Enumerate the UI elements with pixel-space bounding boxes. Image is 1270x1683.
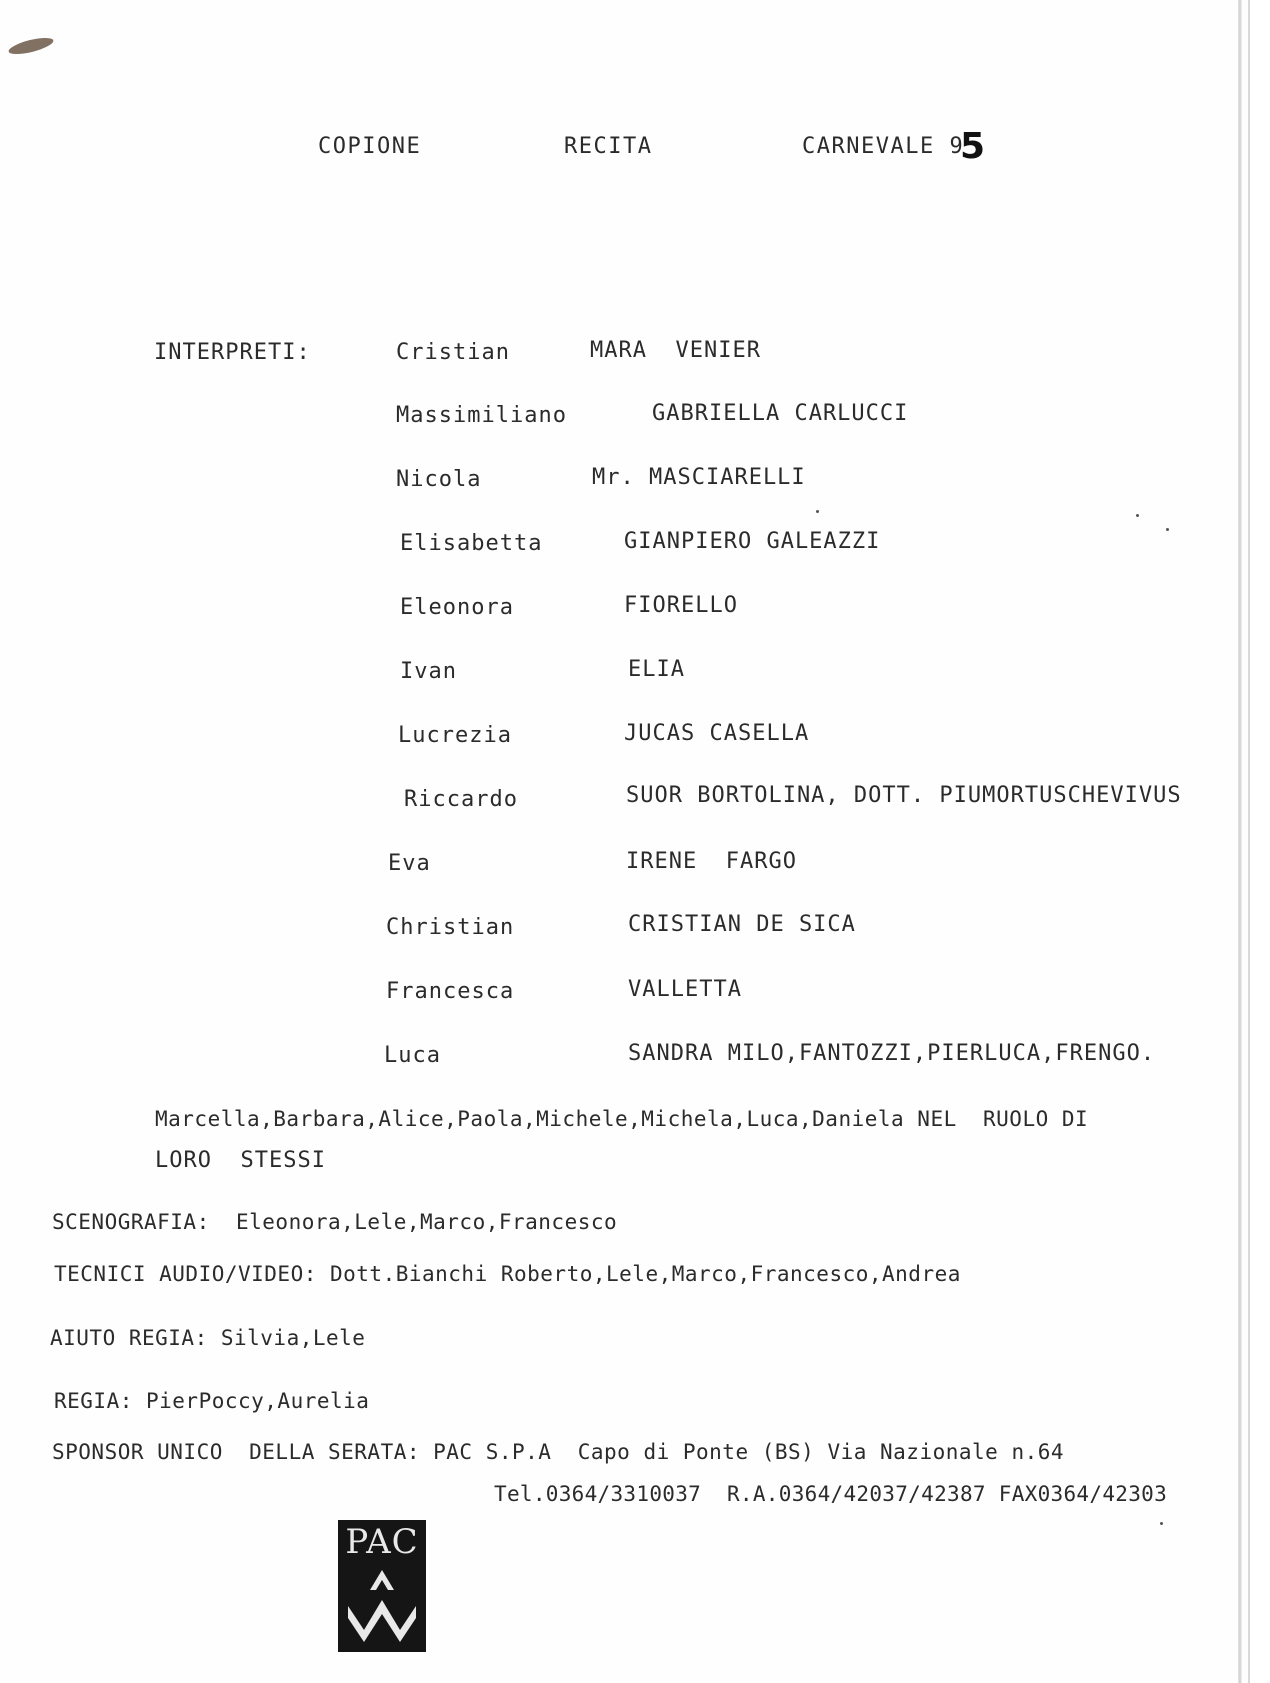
cast-actor: Christian <box>386 915 515 940</box>
ink-dot <box>816 510 819 513</box>
pac-logo-mark-icon <box>342 1566 422 1646</box>
credit-aiuto-regia: AIUTO REGIA: Silvia,Lele <box>50 1326 366 1350</box>
cast-role: Mr. MASCIARELLI <box>592 465 806 490</box>
pac-logo-box <box>338 1520 426 1652</box>
pac-logo <box>338 1520 426 1660</box>
cast-actor: Francesca <box>386 979 515 1004</box>
title-carnevale: CARNEVALE 9 <box>802 134 965 159</box>
cast-actor: Lucrezia <box>398 723 512 748</box>
cast-role: GIANPIERO GALEAZZI <box>624 529 881 554</box>
cast-role: JUCAS CASELLA <box>624 721 810 746</box>
cast-role: IRENE FARGO <box>626 849 797 874</box>
cast-role: SANDRA MILO,FANTOZZI,PIERLUCA,FRENGO. <box>628 1041 1156 1066</box>
interpreti-label: INTERPRETI: <box>154 340 311 365</box>
cast-actor: Elisabetta <box>400 531 543 556</box>
credit-sponsor: SPONSOR UNICO DELLA SERATA: PAC S.P.A Capo di Ponte (BS) Via Nazionale n.64 <box>52 1440 1065 1464</box>
cast-role: ELIA <box>628 657 685 682</box>
cast-actor: Riccardo <box>404 787 518 812</box>
title-copione: COPIONE <box>318 134 422 159</box>
ink-stain <box>7 35 55 58</box>
cast-role: GABRIELLA CARLUCCI <box>652 401 909 426</box>
cast-actor: Ivan <box>400 659 457 684</box>
cast-role: VALLETTA <box>628 977 742 1002</box>
credit-scenografia: SCENOGRAFIA: Eleonora,Lele,Marco,Francesco <box>52 1210 618 1234</box>
title-year-digit: 5 <box>960 126 987 167</box>
others-line-2: LORO STESSI <box>155 1148 326 1173</box>
cast-actor: Nicola <box>396 467 482 492</box>
cast-actor: Cristian <box>396 340 510 365</box>
cast-role: SUOR BORTOLINA, DOTT. PIUMORTUSCHEVIVUS <box>626 783 1182 808</box>
cast-role: MARA VENIER <box>590 338 761 363</box>
ink-dot <box>1160 1522 1163 1525</box>
cast-actor: Massimiliano <box>396 403 567 428</box>
pac-logo-text: PAC <box>345 1522 419 1562</box>
credit-tecnici: TECNICI AUDIO/VIDEO: Dott.Bianchi Roberto,Lele,Marco,Francesco,Andrea <box>54 1262 961 1286</box>
cast-role: CRISTIAN DE SICA <box>628 912 856 937</box>
page-edge <box>1238 0 1242 1683</box>
cast-actor: Eleonora <box>400 595 514 620</box>
cast-actor: Luca <box>384 1043 441 1068</box>
cast-actor: Eva <box>388 851 431 876</box>
credit-regia: REGIA: PierPoccy,Aurelia <box>54 1389 370 1413</box>
title-recita: RECITA <box>564 134 653 159</box>
ink-dot <box>1166 528 1169 531</box>
cast-role: FIORELLO <box>624 593 738 618</box>
ink-dot <box>1136 514 1139 517</box>
others-line-1: Marcella,Barbara,Alice,Paola,Michele,Michela,Luca,Daniela NEL RUOLO DI <box>155 1107 1089 1131</box>
sponsor-contacts: Tel.0364/3310037 R.A.0364/42037/42387 FAX0364/42303 <box>494 1482 1168 1506</box>
